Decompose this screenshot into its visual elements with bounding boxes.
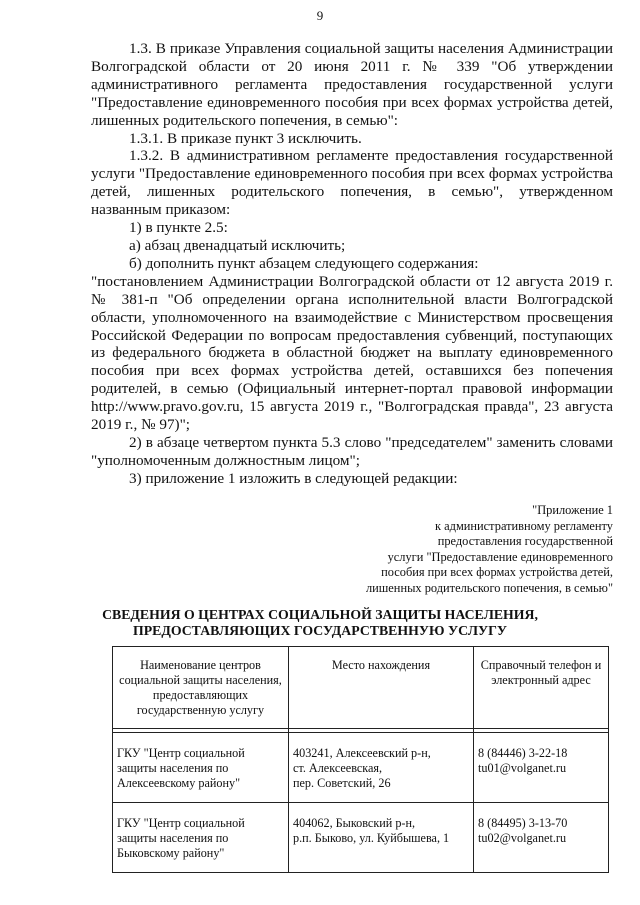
appendix-header: [283, 503, 613, 597]
address-line: ст. Алексеевская,: [293, 761, 383, 775]
center-address: [289, 733, 474, 803]
paragraph: а) абзац двенадцатый исключить;: [129, 236, 346, 254]
heading-line: СВЕДЕНИЯ О ЦЕНТРАХ СОЦИАЛЬНОЙ ЗАЩИТЫ НАСЕЛЕНИЯ,: [102, 607, 538, 622]
paragraph: 2) в абзаце четвертом пункта 5.3 слово "председателем" заменить словами "уполномоченным должностным лицом";: [91, 433, 613, 469]
center-name: ГКУ "Центр социальной защиты населения по Алексеевскому району": [113, 733, 289, 803]
table-header-cell: Справочный телефон и электронный адрес: [474, 647, 609, 729]
table-row: [113, 803, 609, 873]
center-contacts: [474, 803, 609, 873]
center-name: ГКУ "Центр социальной защиты населения по Быковскому району": [113, 803, 289, 873]
page-number: 9: [316, 8, 324, 23]
document-body: [91, 40, 613, 488]
address-line: 403241, Алексеевский р-н,: [293, 746, 431, 760]
phone: 8 (84495) 3-13-70: [478, 816, 568, 830]
paragraph: 1.3. В приказе Управления социальной защиты населения Администрации Волгоградской области от 20 июня 2011 г. № 339 "Об утверждении административного регламента предоставления государственной услуги "Предоставление единовременного пособия при всех формах устройства детей, лишенных родительского попечения, в семью":: [91, 40, 613, 129]
phone: 8 (84446) 3-22-18: [478, 746, 568, 760]
appendix-line: пособия при всех формах устройства детей,: [381, 565, 613, 580]
address-line: пер. Советский, 26: [293, 776, 391, 790]
center-address: [289, 803, 474, 873]
table-header-cell: Наименование центров социальной защиты населения, предоставляющих государственную услугу: [113, 647, 289, 729]
appendix-line: предоставления государственной: [437, 534, 613, 549]
table-header-row: [113, 647, 609, 729]
paragraph: 1.3.2. В административном регламенте предоставления государственной услуги "Предоставление единовременного пособия при всех формах устройства детей, лишенных родительского попечения, в семью", утвержденном названным приказом:: [91, 147, 613, 219]
address-line: р.п. Быково, ул. Куйбышева, 1: [293, 831, 450, 845]
centers-table: [112, 646, 609, 873]
appendix-line: к административному регламенту: [435, 518, 613, 533]
appendix-line: "Приложение 1: [532, 503, 613, 517]
paragraph: 1.3.1. В приказе пункт 3 исключить.: [129, 129, 362, 147]
paragraph: 3) приложение 1 изложить в следующей редакции:: [129, 469, 458, 487]
appendix-line: услуги "Предоставление единовременного: [387, 549, 613, 564]
paragraph: б) дополнить пункт абзацем следующего содержания:: [129, 254, 479, 272]
email: tu01@volganet.ru: [478, 761, 567, 775]
section-heading: [0, 607, 640, 639]
quoted-paragraph: "постановлением Администрации Волгоградской области от 12 августа 2019 г. № 381-п "Об определении органа исполнительной власти Волгоградской области, уполномоченного на взаимодействие с Министерством просвещения Российской Федерации по вопросам предоставления субвенций, поступающих из федерального бюджета в областной бюджет на выплату единовременного пособия при всех формах устройства детей, оставшихся без попечения родителей, в семью (Официальный интернет-портал правовой информации http://www.pravo.gov.ru, 15 августа 2019 г., "Волгоградская правда", 23 августа 2019 г., № 97)";: [91, 272, 613, 434]
address-line: 404062, Быковский р-н,: [293, 816, 416, 830]
paragraph: 1) в пункте 2.5:: [129, 219, 228, 237]
email: tu02@volganet.ru: [478, 831, 567, 845]
table-row: [113, 733, 609, 803]
center-contacts: [474, 733, 609, 803]
appendix-line: лишенных родительского попечения, в семью": [365, 580, 613, 595]
table-header-cell: Место нахождения: [289, 647, 474, 729]
heading-line: ПРЕДОСТАВЛЯЮЩИХ ГОСУДАРСТВЕННУЮ УСЛУГУ: [132, 623, 508, 638]
